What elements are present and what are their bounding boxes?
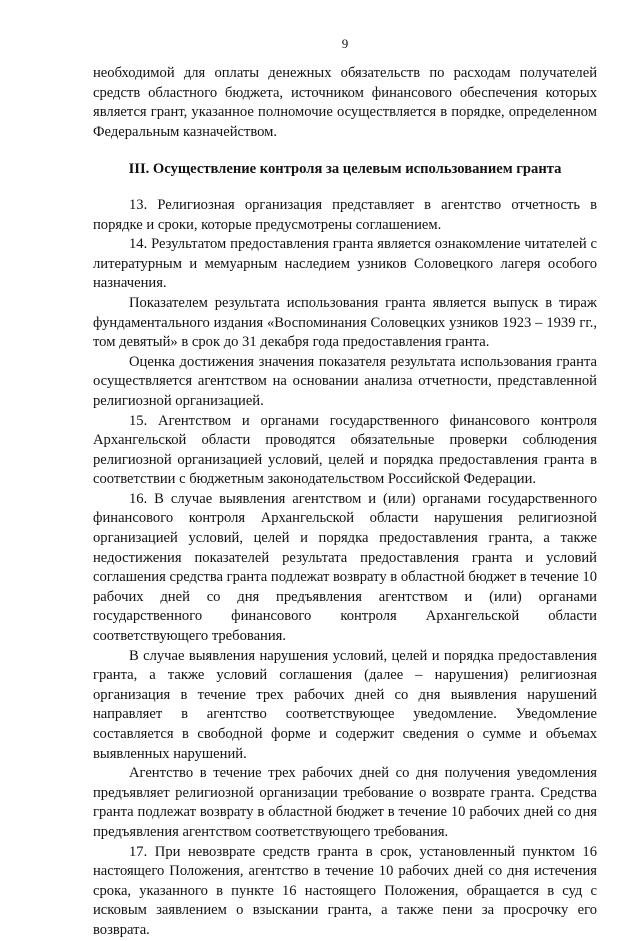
paragraph-13: 13. Религиозная организация представляет в агентство отчетность в порядке и сроки, которые предусмотрены соглашением. — [93, 196, 597, 233]
paragraph-16: 16. В случае выявления агентством и (или) органами государственного финансового контроля Архангельской области нарушения религиозной организацией условий, целей и порядка предоставления гранта, а также недостижения показателей результата предоставления гранта и условий соглашения средства гранта подлежат возврату в областной бюджет в течение 10 рабочих дней со дня предъявления агентством и (или) органами государственного финансового контроля Архангельской области соответствующего требования. — [93, 490, 597, 645]
paragraph-continuation: необходимой для оплаты денежных обязательств по расходам получателей средств областного бюджета, источником финансового обеспечения которых является грант, указанное полномочие осуществляется в порядке, определенном Федеральным казначейством. — [93, 65, 597, 140]
paragraph-14: 14. Результатом предоставления гранта является ознакомление читателей с литературным и мемуарным наследием узников Соловецкого лагеря особого назначения. — [93, 236, 597, 292]
paragraph-15: 15. Агентством и органами государственного финансового контроля Архангельской области проводятся обязательные проверки соблюдения религиозной организацией условий, целей и порядка предоставления гранта в соответствии с бюджетным законодательством Российской Федерации. — [93, 412, 597, 488]
document-body — [93, 64, 597, 941]
paragraph-17: 17. При невозврате средств гранта в срок, установленный пунктом 16 настоящего Положения, агентство в течение 10 рабочих дней со дня истечения срока, указанного в пункте 16 настоящего Положения, обращается в суд с исковым заявлением о взыскании гранта, а также пени за просрочку его возврата. — [93, 843, 597, 938]
section-heading: III. Осуществление контроля за целевым использованием гранта — [128, 161, 562, 178]
paragraph-indicator: Показателем результата использования гранта является выпуск в тираж фундаментального издания «Воспоминания Соловецких узников 1923 – 1939 гг., том девятый» в срок до 31 декабря года предоставления гранта. — [93, 294, 597, 351]
paragraph-agency-demand: Агентство в течение трех рабочих дней со дня получения уведомления предъявляет религиозной организации требование о возврате гранта. Средства гранта подлежат возврату в областной бюджет в течение 10 рабочих дней со дня предъявления агентством соответствующего требования. — [93, 765, 597, 840]
page-number: 9 — [341, 36, 349, 51]
paragraph-assessment: Оценка достижения значения показателя результата использования гранта осуществляется агентством на основании анализа отчетности, представленной религиозной организацией. — [93, 353, 597, 409]
paragraph-violations: В случае выявления нарушения условий, целей и порядка предоставления гранта, а также условий соглашения (далее – нарушения) религиозная организация в течение трех рабочих дней со дня выявления нарушений направляет в агентство соответствующее уведомление. Уведомление составляется в свободной форме и содержит сведения о сумме и объемах выявленных нарушений. — [93, 647, 597, 762]
